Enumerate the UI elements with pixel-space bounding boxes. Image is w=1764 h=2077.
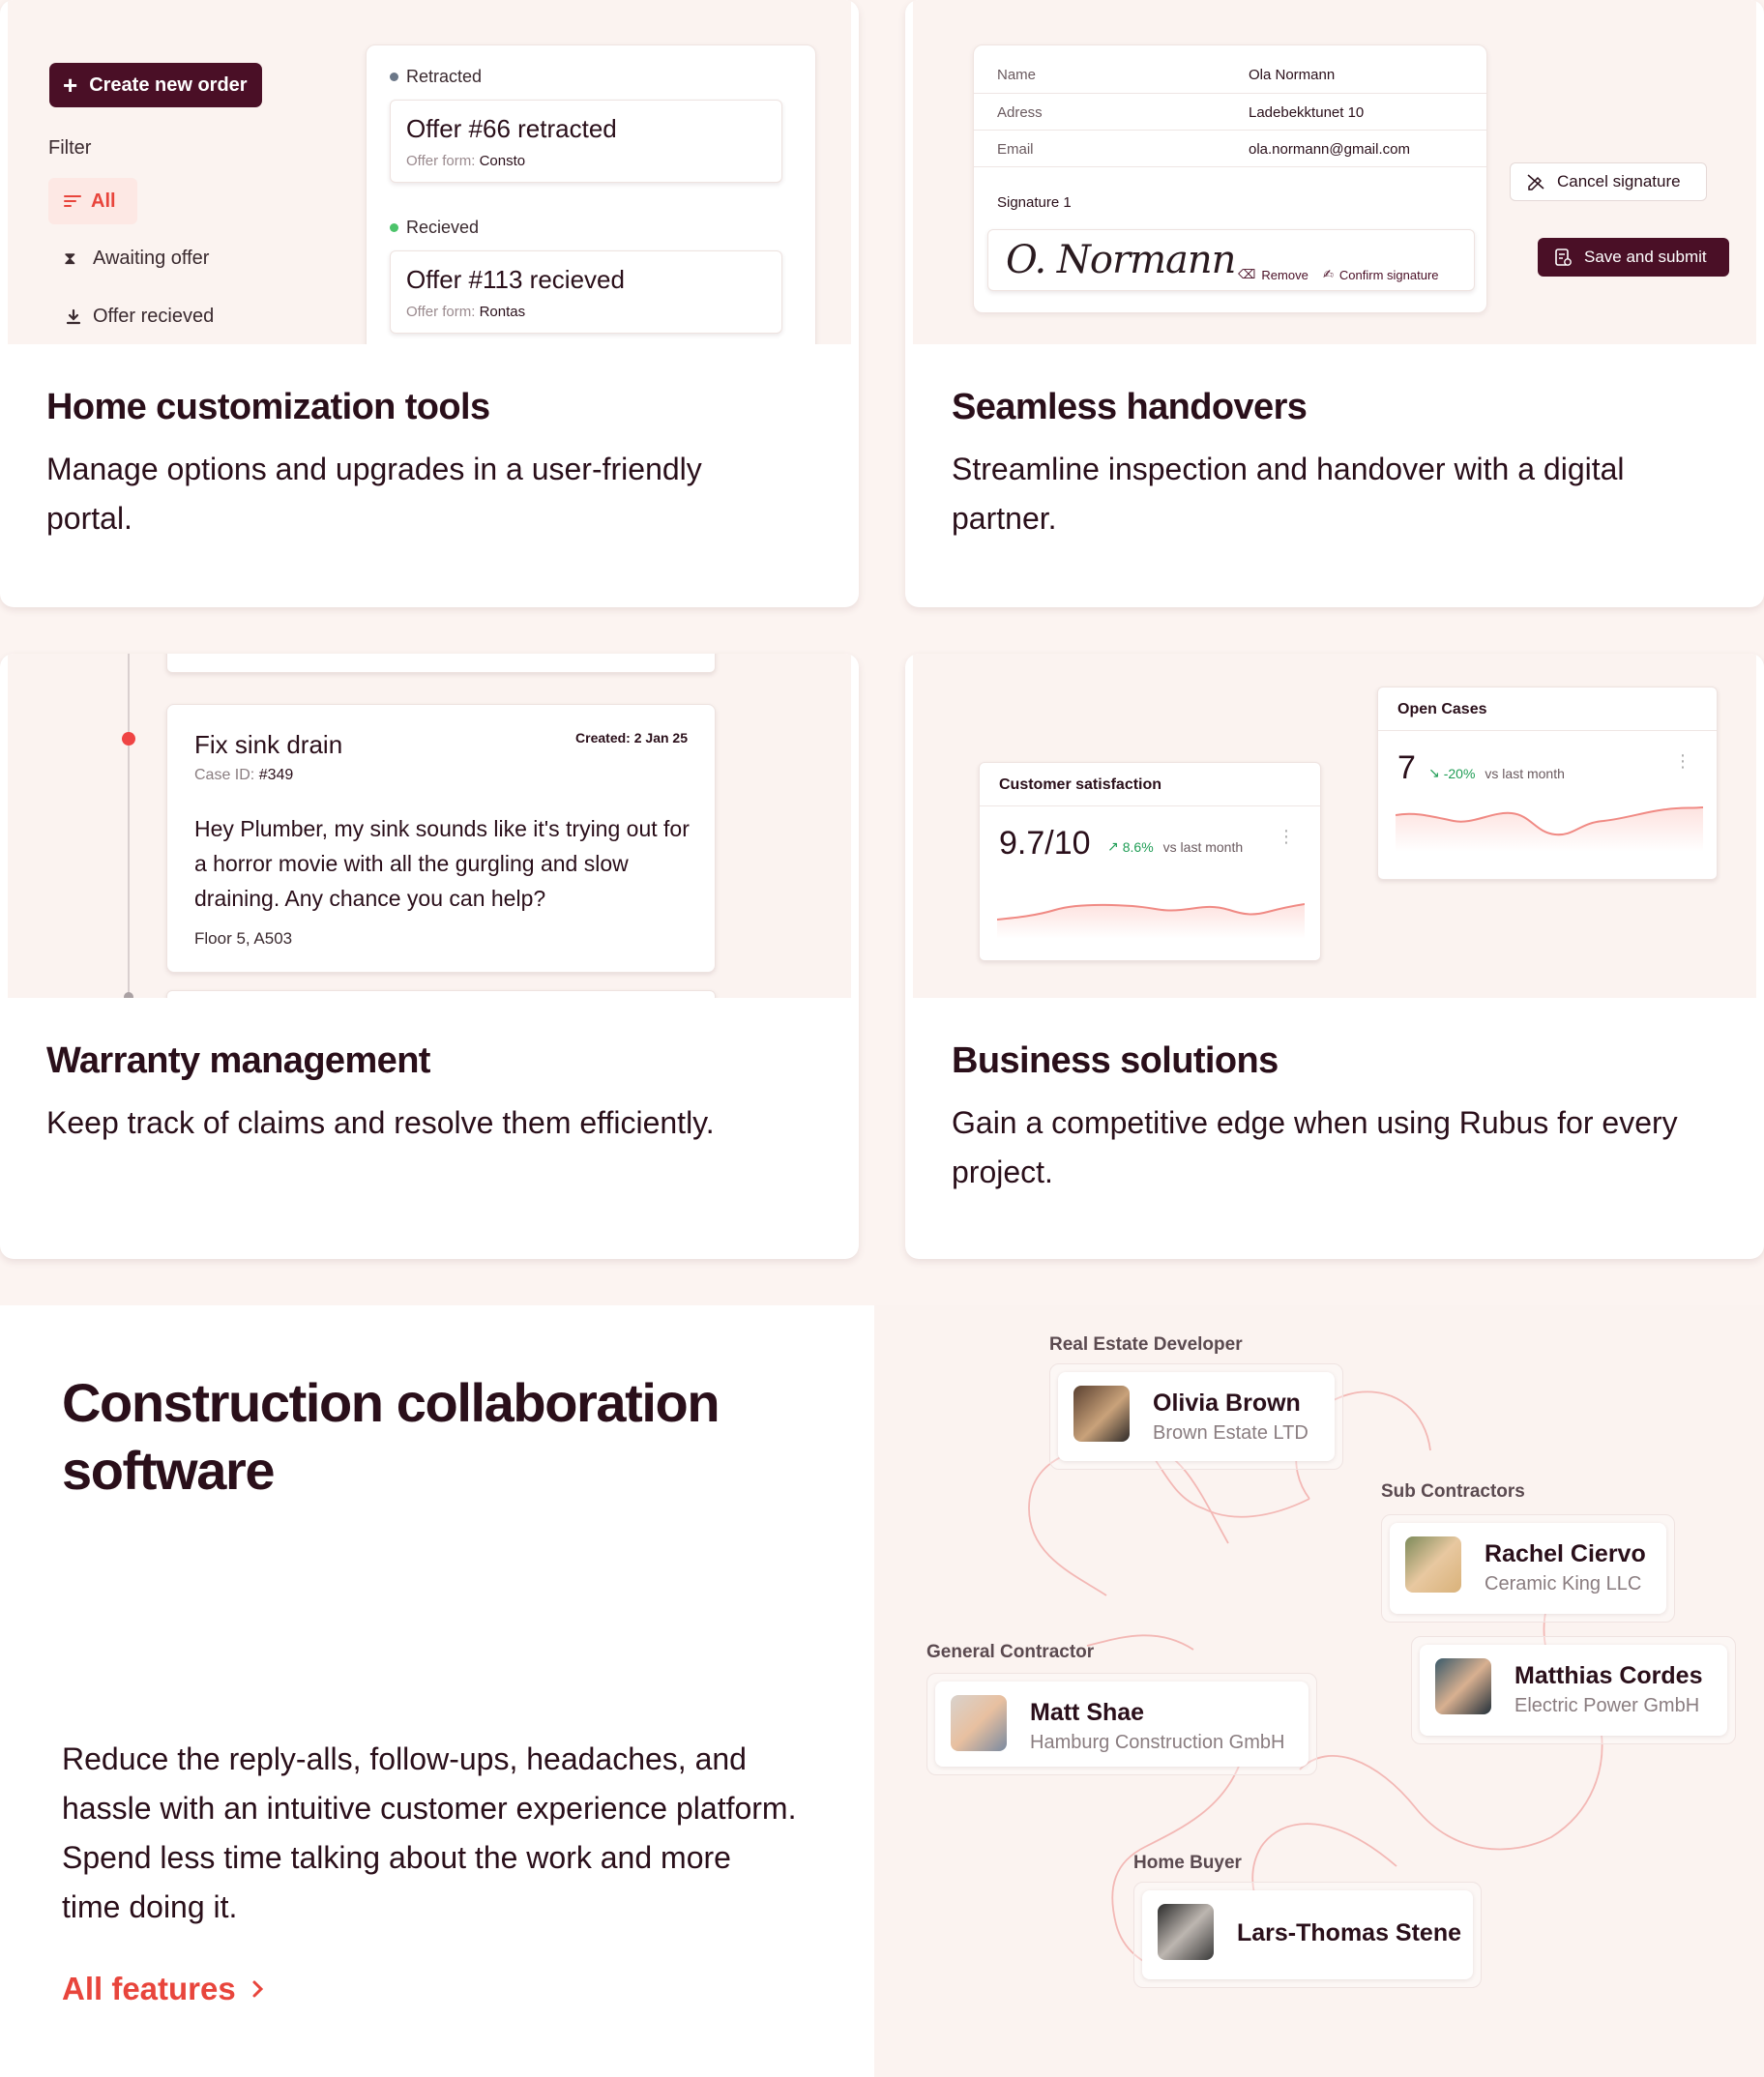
- previous-case-card[interactable]: [166, 654, 716, 673]
- case-message: Hey Plumber, my sink sounds like it's trying out for a horror movie with all the gurgling and slow draining. Any chance you can help?: [194, 816, 690, 911]
- handover-visual: [913, 0, 1756, 344]
- card-title: Home customization tools: [46, 387, 490, 427]
- offer-title: Offer #66 retracted: [406, 114, 617, 143]
- person-card[interactable]: [1420, 1645, 1727, 1736]
- case-location: Floor 5, A503: [194, 929, 293, 948]
- person-name: Matthias Cordes: [1514, 1662, 1703, 1689]
- widget-title: Customer satisfaction: [999, 776, 1162, 793]
- warranty-visual: [8, 654, 851, 998]
- status-received: [390, 218, 479, 238]
- status-received-label: Recieved: [406, 218, 480, 237]
- signature-label: Signature 1: [997, 194, 1072, 211]
- avatar: [1158, 1904, 1214, 1960]
- status-dot-icon: [390, 223, 398, 232]
- person-company: Electric Power GmbH: [1514, 1695, 1700, 1716]
- case-created: Created: 2 Jan 25: [575, 730, 688, 746]
- home-customization-visual: [8, 0, 851, 344]
- field-value: Ola Normann: [1249, 67, 1336, 83]
- timeline-line: [128, 654, 130, 998]
- widget-title: Open Cases: [1397, 701, 1487, 717]
- collab-section: [0, 1305, 1764, 2077]
- save-submit-button[interactable]: [1538, 238, 1729, 277]
- plus-icon: +: [63, 71, 78, 100]
- offer-form-value: Rontas: [479, 304, 526, 320]
- remove-label: Remove: [1261, 267, 1308, 282]
- field-value: Ladebekktunet 10: [1249, 104, 1365, 121]
- card-title: Seamless handovers: [952, 387, 1308, 427]
- role-label: Real Estate Developer: [1049, 1334, 1243, 1355]
- filter-all[interactable]: [48, 178, 137, 224]
- cancel-signature-label: Cancel signature: [1557, 172, 1681, 190]
- person-card[interactable]: [1142, 1890, 1473, 1979]
- offer-form-label: Offer form:: [406, 153, 476, 169]
- open-cases-sparkline: [1396, 804, 1703, 852]
- filter-offer-received[interactable]: [64, 306, 214, 328]
- status-dot-icon: [390, 73, 398, 81]
- collab-title: Construction collaboration software: [62, 1372, 720, 1501]
- widget-compare: vs last month: [1485, 765, 1565, 781]
- card-title: Warranty management: [46, 1040, 430, 1081]
- card-description: Gain a competitive edge when using Rubus for every project.: [952, 1105, 1678, 1189]
- person-card[interactable]: [1390, 1523, 1666, 1614]
- filter-lines-icon: [64, 193, 81, 209]
- widget-change: [1107, 838, 1243, 855]
- filter-all-label: All: [91, 190, 116, 212]
- offers-panel: [366, 44, 816, 344]
- person-card-outer: [1049, 1363, 1343, 1470]
- offer-form: [406, 304, 525, 320]
- avatar: [951, 1695, 1007, 1751]
- case-title: Fix sink drain: [194, 730, 343, 759]
- more-options-icon[interactable]: ⋮: [1278, 827, 1295, 846]
- role-label: Sub Contractors: [1381, 1481, 1525, 1502]
- offer-card[interactable]: [390, 100, 782, 183]
- business-card: [905, 654, 1764, 1259]
- field-value: ola.normann@gmail.com: [1249, 141, 1410, 158]
- confirm-signature-button[interactable]: [1323, 267, 1439, 282]
- person-card[interactable]: [1058, 1372, 1335, 1461]
- person-card[interactable]: [935, 1682, 1308, 1767]
- field-label: Name: [997, 67, 1037, 83]
- handover-form: [973, 44, 1487, 313]
- field-label: Adress: [997, 104, 1043, 121]
- card-description: Keep track of claims and resolve them efficiently.: [46, 1105, 715, 1140]
- person-company: Ceramic King LLC: [1485, 1573, 1642, 1594]
- remove-signature-button[interactable]: [1238, 267, 1308, 282]
- home-customization-card: [0, 0, 859, 607]
- avatar: [1073, 1386, 1130, 1442]
- card-description: Manage options and upgrades in a user-friendly portal.: [46, 452, 702, 536]
- person-company: Hamburg Construction GmbH: [1030, 1732, 1285, 1753]
- avatar: [1405, 1536, 1461, 1593]
- case-card[interactable]: [166, 704, 716, 973]
- case-id-label: Case ID:: [194, 767, 255, 783]
- offer-form: [406, 153, 525, 169]
- person-card-outer: [1411, 1636, 1736, 1744]
- trend-down-icon: ↘: [1428, 765, 1440, 780]
- document-check-icon: [1553, 248, 1573, 267]
- offer-form-label: Offer form:: [406, 304, 476, 320]
- signature-text: O. Normann: [1006, 238, 1236, 282]
- field-row: [974, 45, 1486, 94]
- open-cases-widget[interactable]: [1377, 687, 1718, 880]
- more-options-icon[interactable]: ⋮: [1674, 751, 1691, 771]
- case-id-value: #349: [258, 767, 294, 783]
- satisfaction-sparkline: [997, 891, 1305, 939]
- field-row: [974, 131, 1486, 167]
- field-row: [974, 94, 1486, 131]
- timeline-dot: [124, 992, 133, 998]
- warranty-card: [0, 654, 859, 1259]
- widget-change: [1428, 765, 1565, 781]
- collab-description: Reduce the reply-alls, follow-ups, headaches, and hassle with an intuitive customer experience platform. Spend less time talking about the work and more time doing it.: [62, 1741, 797, 1924]
- person-name: Lars-Thomas Stene: [1237, 1919, 1462, 1946]
- confirm-label: Confirm signature: [1338, 267, 1439, 282]
- collab-network: [874, 1305, 1764, 2077]
- eraser-icon: ⌫: [1238, 267, 1256, 281]
- widget-change-value: -20%: [1443, 765, 1476, 781]
- person-card-outer: [926, 1673, 1317, 1775]
- satisfaction-widget[interactable]: [979, 762, 1321, 961]
- all-features-label: All features: [62, 1971, 236, 2006]
- offer-card[interactable]: [390, 250, 782, 334]
- filter-awaiting-label: Awaiting offer: [93, 248, 210, 269]
- filter-awaiting-offer[interactable]: [64, 248, 209, 270]
- cancel-signature-button[interactable]: [1510, 162, 1707, 201]
- filter-label: Filter: [48, 137, 92, 159]
- save-submit-label: Save and submit: [1584, 248, 1707, 266]
- status-retracted: [390, 67, 482, 87]
- person-company: Brown Estate LTD: [1153, 1422, 1308, 1444]
- chevron-right-icon: [250, 1977, 267, 2001]
- filter-received-label: Offer recieved: [93, 306, 215, 327]
- card-description: Streamline inspection and handover with a digital partner.: [952, 452, 1625, 536]
- avatar: [1435, 1658, 1491, 1714]
- all-features-link[interactable]: [62, 1971, 267, 2007]
- create-order-button[interactable]: [49, 63, 262, 107]
- timeline-dot-active: [122, 732, 135, 746]
- handover-card: [905, 0, 1764, 607]
- person-name: Matt Shae: [1030, 1699, 1145, 1726]
- role-label: Home Buyer: [1133, 1853, 1242, 1873]
- download-icon: [64, 307, 83, 327]
- widget-compare: vs last month: [1162, 838, 1244, 855]
- person-card-outer: [1133, 1882, 1482, 1988]
- trend-up-icon: ↗: [1107, 838, 1119, 854]
- business-visual: [913, 654, 1756, 998]
- offer-form-value: Consto: [479, 153, 526, 169]
- widget-value: 9.7/10: [999, 825, 1091, 862]
- hourglass-icon: ⧗: [64, 249, 76, 268]
- next-case-card[interactable]: [166, 990, 716, 998]
- pen-off-icon: [1526, 173, 1545, 190]
- create-order-label: Create new order: [89, 73, 248, 96]
- role-label: General Contractor: [926, 1642, 1095, 1662]
- signature-icon: ✍: [1323, 267, 1334, 281]
- card-title: Business solutions: [952, 1040, 1279, 1081]
- status-retracted-label: Retracted: [406, 67, 483, 86]
- widget-change-value: 8.6%: [1122, 838, 1154, 855]
- person-name: Olivia Brown: [1153, 1390, 1301, 1417]
- person-name: Rachel Ciervo: [1485, 1540, 1646, 1567]
- person-card-outer: [1381, 1514, 1675, 1623]
- signature-box[interactable]: [987, 229, 1475, 291]
- offer-title: Offer #113 recieved: [406, 265, 625, 294]
- case-id: [194, 767, 293, 784]
- field-label: Email: [997, 141, 1034, 158]
- widget-value: 7: [1397, 749, 1416, 786]
